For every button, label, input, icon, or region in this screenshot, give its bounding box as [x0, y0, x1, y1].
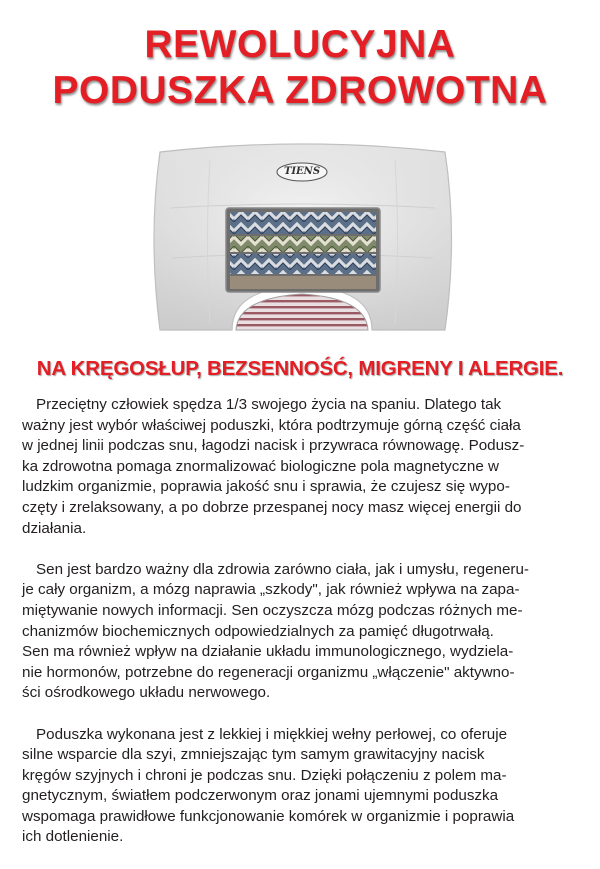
paragraph-line: miętywanie nowych informacji. Sen oczyszcza mózg podczas różnych me- — [22, 601, 523, 619]
paragraph-line: w jednej linii podczas snu, łagodzi nacisk i przywraca równowagę. Podusz- — [22, 437, 525, 455]
paragraph-line: je cały organizm, a mózg naprawia „szkody", jak również wpływa na zapa- — [22, 581, 520, 599]
title-line-2: PODUSZKA ZDROWOTNA — [52, 69, 548, 112]
paragraph-line: ści ośrodkowego układu nerwowego. — [22, 684, 271, 702]
paragraph-line: działania. — [22, 519, 87, 537]
paragraph-2 — [22, 560, 582, 704]
paragraph-line: Sen ma również wpływ na działanie układu immunologicznego, wydziela- — [22, 643, 514, 661]
paragraph-line: ważny jest wybór właściwej poduszki, która podtrzymuje górną część ciała — [22, 416, 521, 434]
paragraph-line: Sen jest bardzo ważny dla zdrowia zarówno ciała, jak i umysłu, regeneru- — [36, 560, 529, 578]
paragraph-line: silne wsparcie dla szyi, zmniejszając tym samym grawitacyjny nacisk — [22, 746, 485, 764]
pillow-image — [150, 138, 455, 343]
paragraph-line: Poduszka wykonana jest z lekkiej i miękkiej wełny perłowej, co oferuje — [36, 725, 508, 743]
body-text — [22, 395, 582, 869]
page-subtitle: NA KRĘGOSŁUP, BEZSENNOŚĆ, MIGRENY I ALERGIE. — [36, 357, 564, 380]
paragraph-line: wspomaga prawidłowe funkcjonowanie komórek w organizmie i poprawia — [22, 807, 515, 825]
paragraph-line: chanizmów biochemicznych odpowiedzialnych za pamięć długotrwałą. — [22, 622, 494, 640]
paragraph-line: ka zdrowotna pomaga znormalizować biologiczne pola magnetyczne w — [22, 457, 499, 475]
paragraph-3 — [22, 725, 582, 849]
paragraph-line: Przeciętny człowiek spędza 1/3 swojego życia na spaniu. Dlatego tak — [36, 396, 502, 413]
paragraph-line: gnetycznym, światłem podczerwonym oraz jonami ujemnymi poduszka — [22, 787, 499, 805]
paragraph-line: nie hormonów, potrzebne do regeneracji organizmu „włączenie" aktywno- — [22, 663, 515, 681]
paragraph-line: ludzkim organizmie, poprawia jakość snu i sprawia, że czujesz się wypo- — [22, 478, 510, 496]
brand-label: TIENS — [283, 166, 321, 177]
paragraph-line: kręgów szyjnych i chroni je podczas snu. Dzięki połączeniu z polem ma- — [22, 766, 507, 784]
paragraph-1 — [22, 395, 582, 539]
paragraph-line: częty i zrelaksowany, a po dobrze przespanej nocy masz więcej energii do — [22, 498, 522, 516]
paragraph-line: ich dotlenienie. — [22, 828, 124, 846]
page-title — [0, 22, 600, 114]
title-line-1: REWOLUCYJNA — [144, 23, 456, 66]
